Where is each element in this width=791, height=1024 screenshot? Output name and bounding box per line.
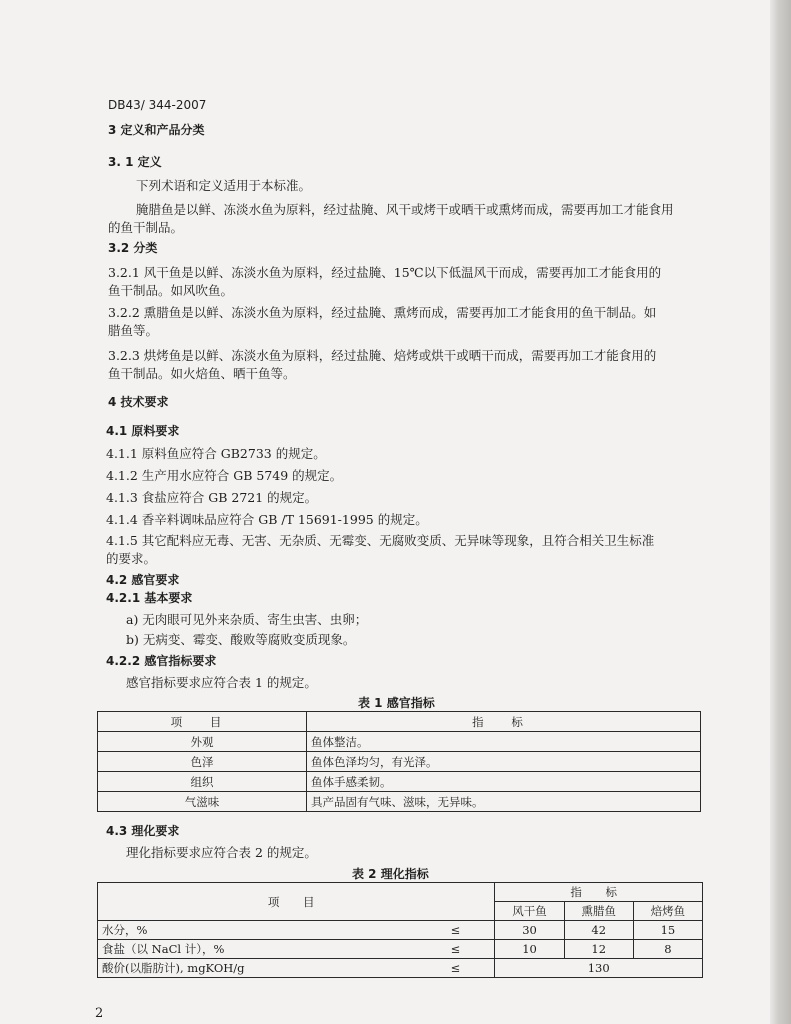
table-cell: 食盐（以 NaCl 计），%	[98, 940, 417, 959]
section-3-2-heading: 3.2 分类	[108, 241, 158, 255]
table-cell: 外观	[98, 732, 307, 752]
table-row	[98, 921, 703, 940]
table-header-row	[98, 712, 701, 732]
sensory-index-table	[97, 711, 701, 812]
table-cell: 15	[633, 921, 702, 940]
table-row	[98, 772, 701, 792]
clause-4-1-4: 4.1.4 香辛料调味品应符合 GB /T 15691-1995 的规定。	[106, 512, 428, 527]
table-2-caption: 表 2 理化指标	[352, 867, 429, 881]
table-cell: 8	[633, 940, 702, 959]
table-cell: 鱼体整洁。	[307, 732, 701, 752]
clause-4-1-2: 4.1.2 生产用水应符合 GB 5749 的规定。	[106, 468, 343, 483]
document-id: DB43/ 344-2007	[108, 98, 207, 112]
table-row	[98, 792, 701, 812]
header-index: 指 标	[307, 712, 701, 732]
list-item: a) 无肉眼可见外来杂质、寄生虫害、虫卵；	[126, 612, 368, 627]
clause-3-2-1: 鱼干制品。如风吹鱼。	[108, 283, 234, 298]
table-cell: ≤	[416, 921, 495, 940]
clause-3-2-3: 3.2.3 烘烤鱼是以鲜、冻淡水鱼为原料，经过盐腌、焙烤或烘干或晒干而成，需要再加工才能食用的	[108, 348, 657, 363]
clause-3-2-2: 腊鱼等。	[108, 323, 159, 338]
clause-3-2-3: 鱼干制品。如火焙鱼、晒干鱼等。	[108, 366, 296, 381]
subheader-cell: 风干鱼	[495, 902, 564, 921]
table-cell: 10	[495, 940, 564, 959]
table-cell: 30	[495, 921, 564, 940]
clause-4-1-5: 的要求。	[106, 551, 157, 566]
page-edge-shadow	[770, 0, 791, 1024]
section-4-2-2-heading: 4.2.2 感官指标要求	[106, 654, 217, 668]
table-header-row	[98, 883, 703, 902]
table-cell: 酸价(以脂肪计), mgKOH/g	[98, 959, 417, 978]
paragraph: 理化指标要求应符合表 2 的规定。	[126, 845, 317, 860]
table-cell: 气滋味	[98, 792, 307, 812]
section-3-1-heading: 3. 1 定义	[108, 155, 162, 169]
table-row	[98, 959, 703, 978]
table-cell: 色泽	[98, 752, 307, 772]
table-cell: 鱼体色泽均匀，有光泽。	[307, 752, 701, 772]
section-4-3-heading: 4.3 理化要求	[106, 824, 180, 838]
paragraph: 感官指标要求应符合表 1 的规定。	[126, 675, 317, 690]
table-row	[98, 732, 701, 752]
subheader-cell: 焙烤鱼	[633, 902, 702, 921]
header-item: 项 目	[98, 712, 307, 732]
table-cell: ≤	[416, 940, 495, 959]
table-row	[98, 940, 703, 959]
header-item: 项 目	[98, 883, 495, 921]
physicochemical-index-table	[97, 882, 703, 978]
subheader-cell: 熏腊鱼	[564, 902, 633, 921]
page-number: 2	[95, 1006, 104, 1021]
paragraph: 的鱼干制品。	[108, 220, 184, 235]
clause-4-1-5: 4.1.5 其它配料应无毒、无害、无杂质、无霉变、无腐败变质、无异味等现象，且符合相关卫生标准	[106, 533, 655, 548]
section-4-heading: 4 技术要求	[108, 395, 169, 409]
table-row	[98, 752, 701, 772]
table-cell: 42	[564, 921, 633, 940]
list-item: b) 无病变、霉变、酸败等腐败变质现象。	[126, 632, 356, 647]
table-cell: 130	[495, 959, 703, 978]
clause-3-2-1: 3.2.1 风干鱼是以鲜、冻淡水鱼为原料，经过盐腌、15℃以下低温风干而成，需要再加工才能食用的	[108, 265, 662, 280]
section-4-2-heading: 4.2 感官要求	[106, 573, 180, 587]
clause-4-1-1: 4.1.1 原料鱼应符合 GB2733 的规定。	[106, 446, 326, 461]
table-cell: 组织	[98, 772, 307, 792]
paragraph: 腌腊鱼是以鲜、冻淡水鱼为原料，经过盐腌、风干或烤干或晒干或熏烤而成，需要再加工才能食用	[136, 202, 674, 217]
table-1-caption: 表 1 感官指标	[358, 696, 435, 710]
paragraph: 下列术语和定义适用于本标准。	[136, 178, 312, 193]
section-4-1-heading: 4.1 原料要求	[106, 424, 180, 438]
table-cell: ≤	[416, 959, 495, 978]
table-cell: 水分，%	[98, 921, 417, 940]
table-cell: 12	[564, 940, 633, 959]
table-cell: 鱼体手感柔韧。	[307, 772, 701, 792]
section-3-heading: 3 定义和产品分类	[108, 123, 205, 137]
table-cell: 具产品固有气味、滋味，无异味。	[307, 792, 701, 812]
section-4-2-1-heading: 4.2.1 基本要求	[106, 591, 193, 605]
header-index: 指 标	[495, 883, 703, 902]
clause-4-1-3: 4.1.3 食盐应符合 GB 2721 的规定。	[106, 490, 318, 505]
clause-3-2-2: 3.2.2 熏腊鱼是以鲜、冻淡水鱼为原料，经过盐腌、熏烤而成，需要再加工才能食用的鱼干制品。如	[108, 305, 657, 320]
